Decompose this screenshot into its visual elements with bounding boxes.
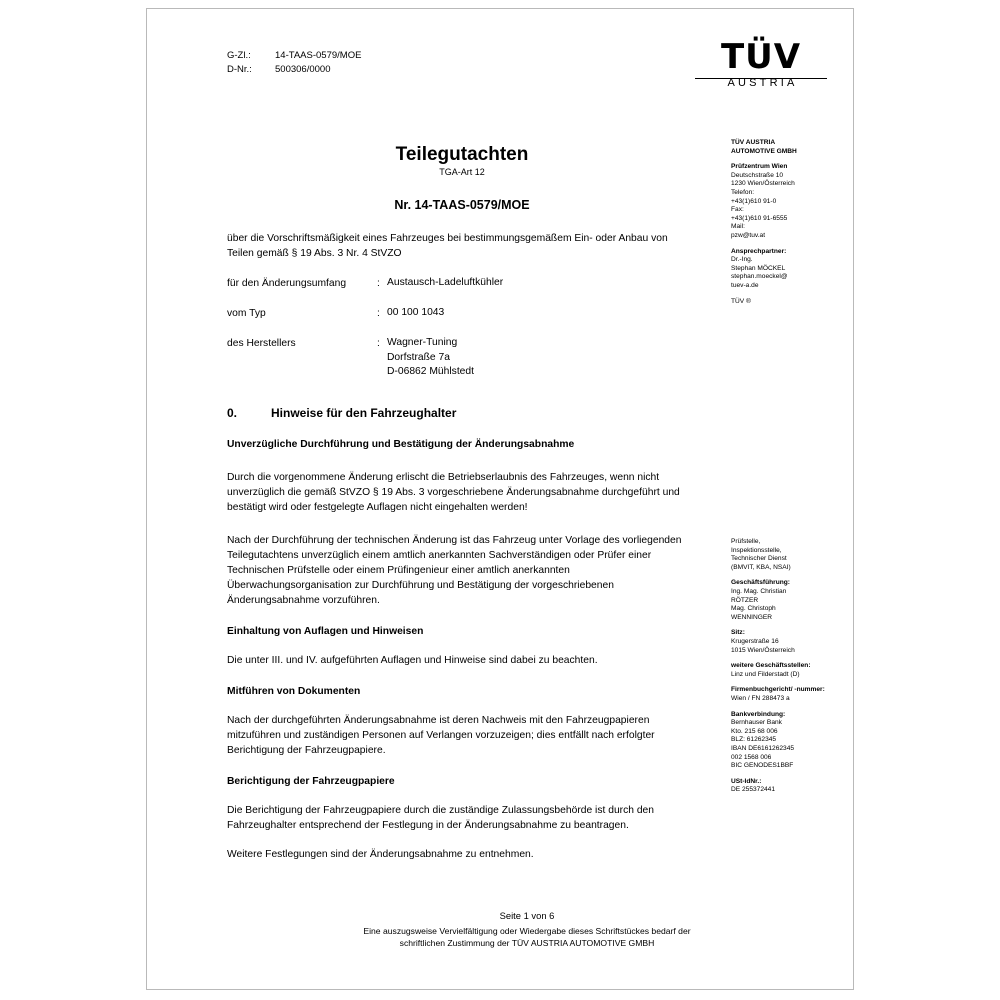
office-label: Sitz:: [731, 629, 745, 637]
mail-label: Mail:: [731, 223, 745, 231]
bank-line: Bernhauser Bank: [731, 719, 782, 727]
contact-label: Ansprechpartner:: [731, 247, 787, 255]
page-title: Teilegutachten: [395, 144, 529, 165]
page-subtitle: TGA-Art 12: [439, 167, 485, 177]
bank-line: BIC GENODES1BBF: [731, 762, 794, 770]
bank-block: [731, 711, 839, 771]
phone-value: +43(1)610 91-0: [731, 197, 777, 205]
field-value-line: 00 100 1043: [387, 307, 445, 318]
vat-label: USt-IdNr.:: [731, 777, 762, 785]
field-value-line: Austausch-Ladeluftkühler: [387, 277, 504, 288]
logo-wordmark: TÜV: [720, 37, 802, 77]
mail-value: pzw@tuv.at: [731, 231, 766, 239]
field-label: des Herstellers: [227, 338, 296, 349]
reference-value: 500306/0000: [275, 64, 331, 75]
subsection-heading: Mitführen von Dokumenten: [227, 685, 361, 697]
footer-line-1: Eine auszugsweise Vervielfältigung oder Wiedergabe dieses Schriftstückes bedarf der: [363, 926, 691, 936]
vat-line: DE 255372441: [731, 786, 775, 794]
contact-line-4: tuev-a.de: [731, 281, 759, 289]
field-value-line: Wagner-Tuning: [387, 337, 458, 348]
bank-line: IBAN DE6161262345: [731, 744, 795, 752]
field-row-change-scope: [227, 276, 697, 291]
bank-label: Bankverbindung:: [731, 710, 786, 718]
field-value: [387, 336, 474, 380]
address-line-2: 1230 Wien/Österreich: [731, 180, 795, 188]
register-label: Firmenbuchgericht/ -nummer:: [731, 686, 825, 694]
branches-line: Linz und Filderstadt (D): [731, 670, 800, 678]
field-separator: :: [377, 278, 380, 289]
reference-row: [227, 49, 361, 63]
office-line: 1015 Wien/Österreich: [731, 646, 795, 654]
company-name-block: [731, 139, 839, 156]
contact-line-1: Dr.-Ing.: [731, 256, 753, 264]
management-line: RÖTZER: [731, 596, 759, 604]
subsection-heading: Unverzügliche Durchführung und Bestätigung der Änderungsabnahme: [227, 438, 575, 450]
contact-line-3: stephan.moeckel@: [731, 273, 788, 281]
vat-block: [731, 778, 839, 795]
management-line: WENNINGER: [731, 613, 773, 621]
paragraph: Durch die vorgenommene Änderung erlischt die Betriebserlaubnis des Fahrzeuges, wenn nicht unverzüglich die gemäß StVZO § 19 Abs. 3 vorgeschriebene Änderungsabnahme durchgeführt und bestätigt wird oder festgelegte Auflagen nicht eingehalten werden!: [227, 471, 680, 513]
page-footer: [227, 910, 827, 949]
accreditation-line: Technischer Dienst: [731, 555, 787, 563]
reference-value: 14-TAAS-0579/MOE: [275, 50, 362, 61]
company-line-1: TÜV AUSTRIA: [731, 139, 776, 146]
contact-line-2: Stephan MÖCKEL: [731, 264, 786, 272]
management-line: Mag. Christoph: [731, 605, 776, 613]
section-heading: [227, 406, 697, 421]
management-block: [731, 579, 839, 622]
register-line: Wien / FN 288473 a: [731, 695, 790, 702]
document-content: [227, 39, 827, 969]
tuv-austria-logo: [695, 39, 827, 89]
field-value: [387, 306, 444, 321]
test-center-block: [731, 163, 839, 240]
accreditation-line: (BMVIT, KBA, NSAI): [731, 563, 791, 571]
management-label: Geschäftsführung:: [731, 579, 790, 587]
page-number: Seite 1 von 6: [499, 910, 555, 921]
branches-block: [731, 662, 839, 679]
section-title: Hinweise für den Fahrzeughalter: [271, 405, 457, 420]
contact-block: [731, 248, 839, 291]
bank-line: BLZ: 61262345: [731, 736, 777, 744]
logo-subtitle: AUSTRIA: [727, 77, 798, 89]
subsection-heading: Berichtigung der Fahrzeugpapiere: [227, 775, 395, 787]
field-separator: :: [377, 338, 380, 349]
paragraph: Weitere Festlegungen sind der Änderungsabnahme zu entnehmen.: [227, 848, 534, 860]
section-number: 0.: [227, 405, 238, 420]
reference-label: D-Nr.:: [227, 64, 252, 75]
test-center-label: Prüfzentrum Wien: [731, 163, 788, 171]
accreditation-line: Inspektionsstelle,: [731, 546, 782, 554]
register-block: [731, 686, 839, 703]
field-value: [387, 276, 503, 291]
document-sheet: [146, 8, 854, 990]
accreditation-block: [731, 538, 839, 572]
reference-label: G-Zl.:: [227, 50, 251, 61]
intro-paragraph: über die Vorschriftsmäßigkeit eines Fahrzeuges bei bestimmungsgemäßem Ein- oder Anbau von Teilen gemäß § 19 Abs. 3 Nr. 4 StVZO: [227, 233, 668, 259]
field-value-line: D-06862 Mühlstedt: [387, 366, 475, 377]
field-value-line: Dorfstraße 7a: [387, 351, 450, 363]
field-row-manufacturer: [227, 336, 697, 380]
reference-row: [227, 63, 361, 77]
fax-label: Fax:: [731, 206, 744, 214]
accreditation-line: Prüfstelle,: [731, 538, 761, 546]
branches-label: weitere Geschäftsstellen:: [731, 662, 811, 670]
bank-line: 002 1568 006: [731, 753, 772, 761]
reference-block: [227, 49, 361, 77]
field-row-type: [227, 306, 697, 321]
footer-line-2: schriftlichen Zustimmung der TÜV AUSTRIA AUTOMOTIVE GMBH: [399, 938, 655, 948]
paragraph: Die Berichtigung der Fahrzeugpapiere durch die zuständige Zulassungsbehörde ist durch den Fahrzeughalter entsprechend der Festlegung in der Änderungsabnahme zu beantragen.: [227, 804, 655, 831]
fax-value: +43(1)610 91-6555: [731, 214, 788, 222]
tuv-mark: TÜV ®: [731, 297, 751, 305]
field-label: vom Typ: [227, 308, 266, 319]
phone-label: Telefon:: [731, 188, 755, 196]
document-body: [227, 139, 697, 862]
field-label: für den Änderungsumfang: [227, 278, 347, 289]
subsection-heading: Einhaltung von Auflagen und Hinweisen: [227, 625, 424, 637]
management-line: Ing. Mag. Christian: [731, 588, 787, 596]
field-separator: :: [377, 308, 380, 319]
company-info-sidebar: [731, 139, 839, 802]
registered-office-block: [731, 629, 839, 655]
paragraph: Nach der durchgeführten Änderungsabnahme ist deren Nachweis mit den Fahrzeugpapieren mitzuführen und zuständigen Personen auf Verlangen vorzuzeigen; dies entfällt nach erfolgter Berichtigung der Fahrzeugpapiere.: [227, 714, 655, 756]
company-line-2: AUTOMOTIVE GMBH: [731, 147, 797, 155]
paragraph: Die unter III. und IV. aufgeführten Auflagen und Hinweise sind dabei zu beachten.: [227, 654, 598, 666]
office-line: Krugerstraße 16: [731, 638, 779, 646]
bank-line: Kto. 215 68 006: [731, 727, 778, 735]
address-line-1: Deutschstraße 10: [731, 171, 784, 179]
document-number: Nr. 14-TAAS-0579/MOE: [394, 198, 530, 212]
paragraph: Nach der Durchführung der technischen Änderung ist das Fahrzeug unter Vorlage des vorliegenden Teilegutachtens unverzüglich einem amtlich anerkannten Sachverständigen oder Prüfer einer Technischen Prüfstelle oder einem Prüfingenieur einer amtlich anerkannten Überwachungsorganisation zur Durchführung und Bestätigung der vorgeschriebenen Änderungsabnahme vorzuführen.: [227, 534, 682, 606]
